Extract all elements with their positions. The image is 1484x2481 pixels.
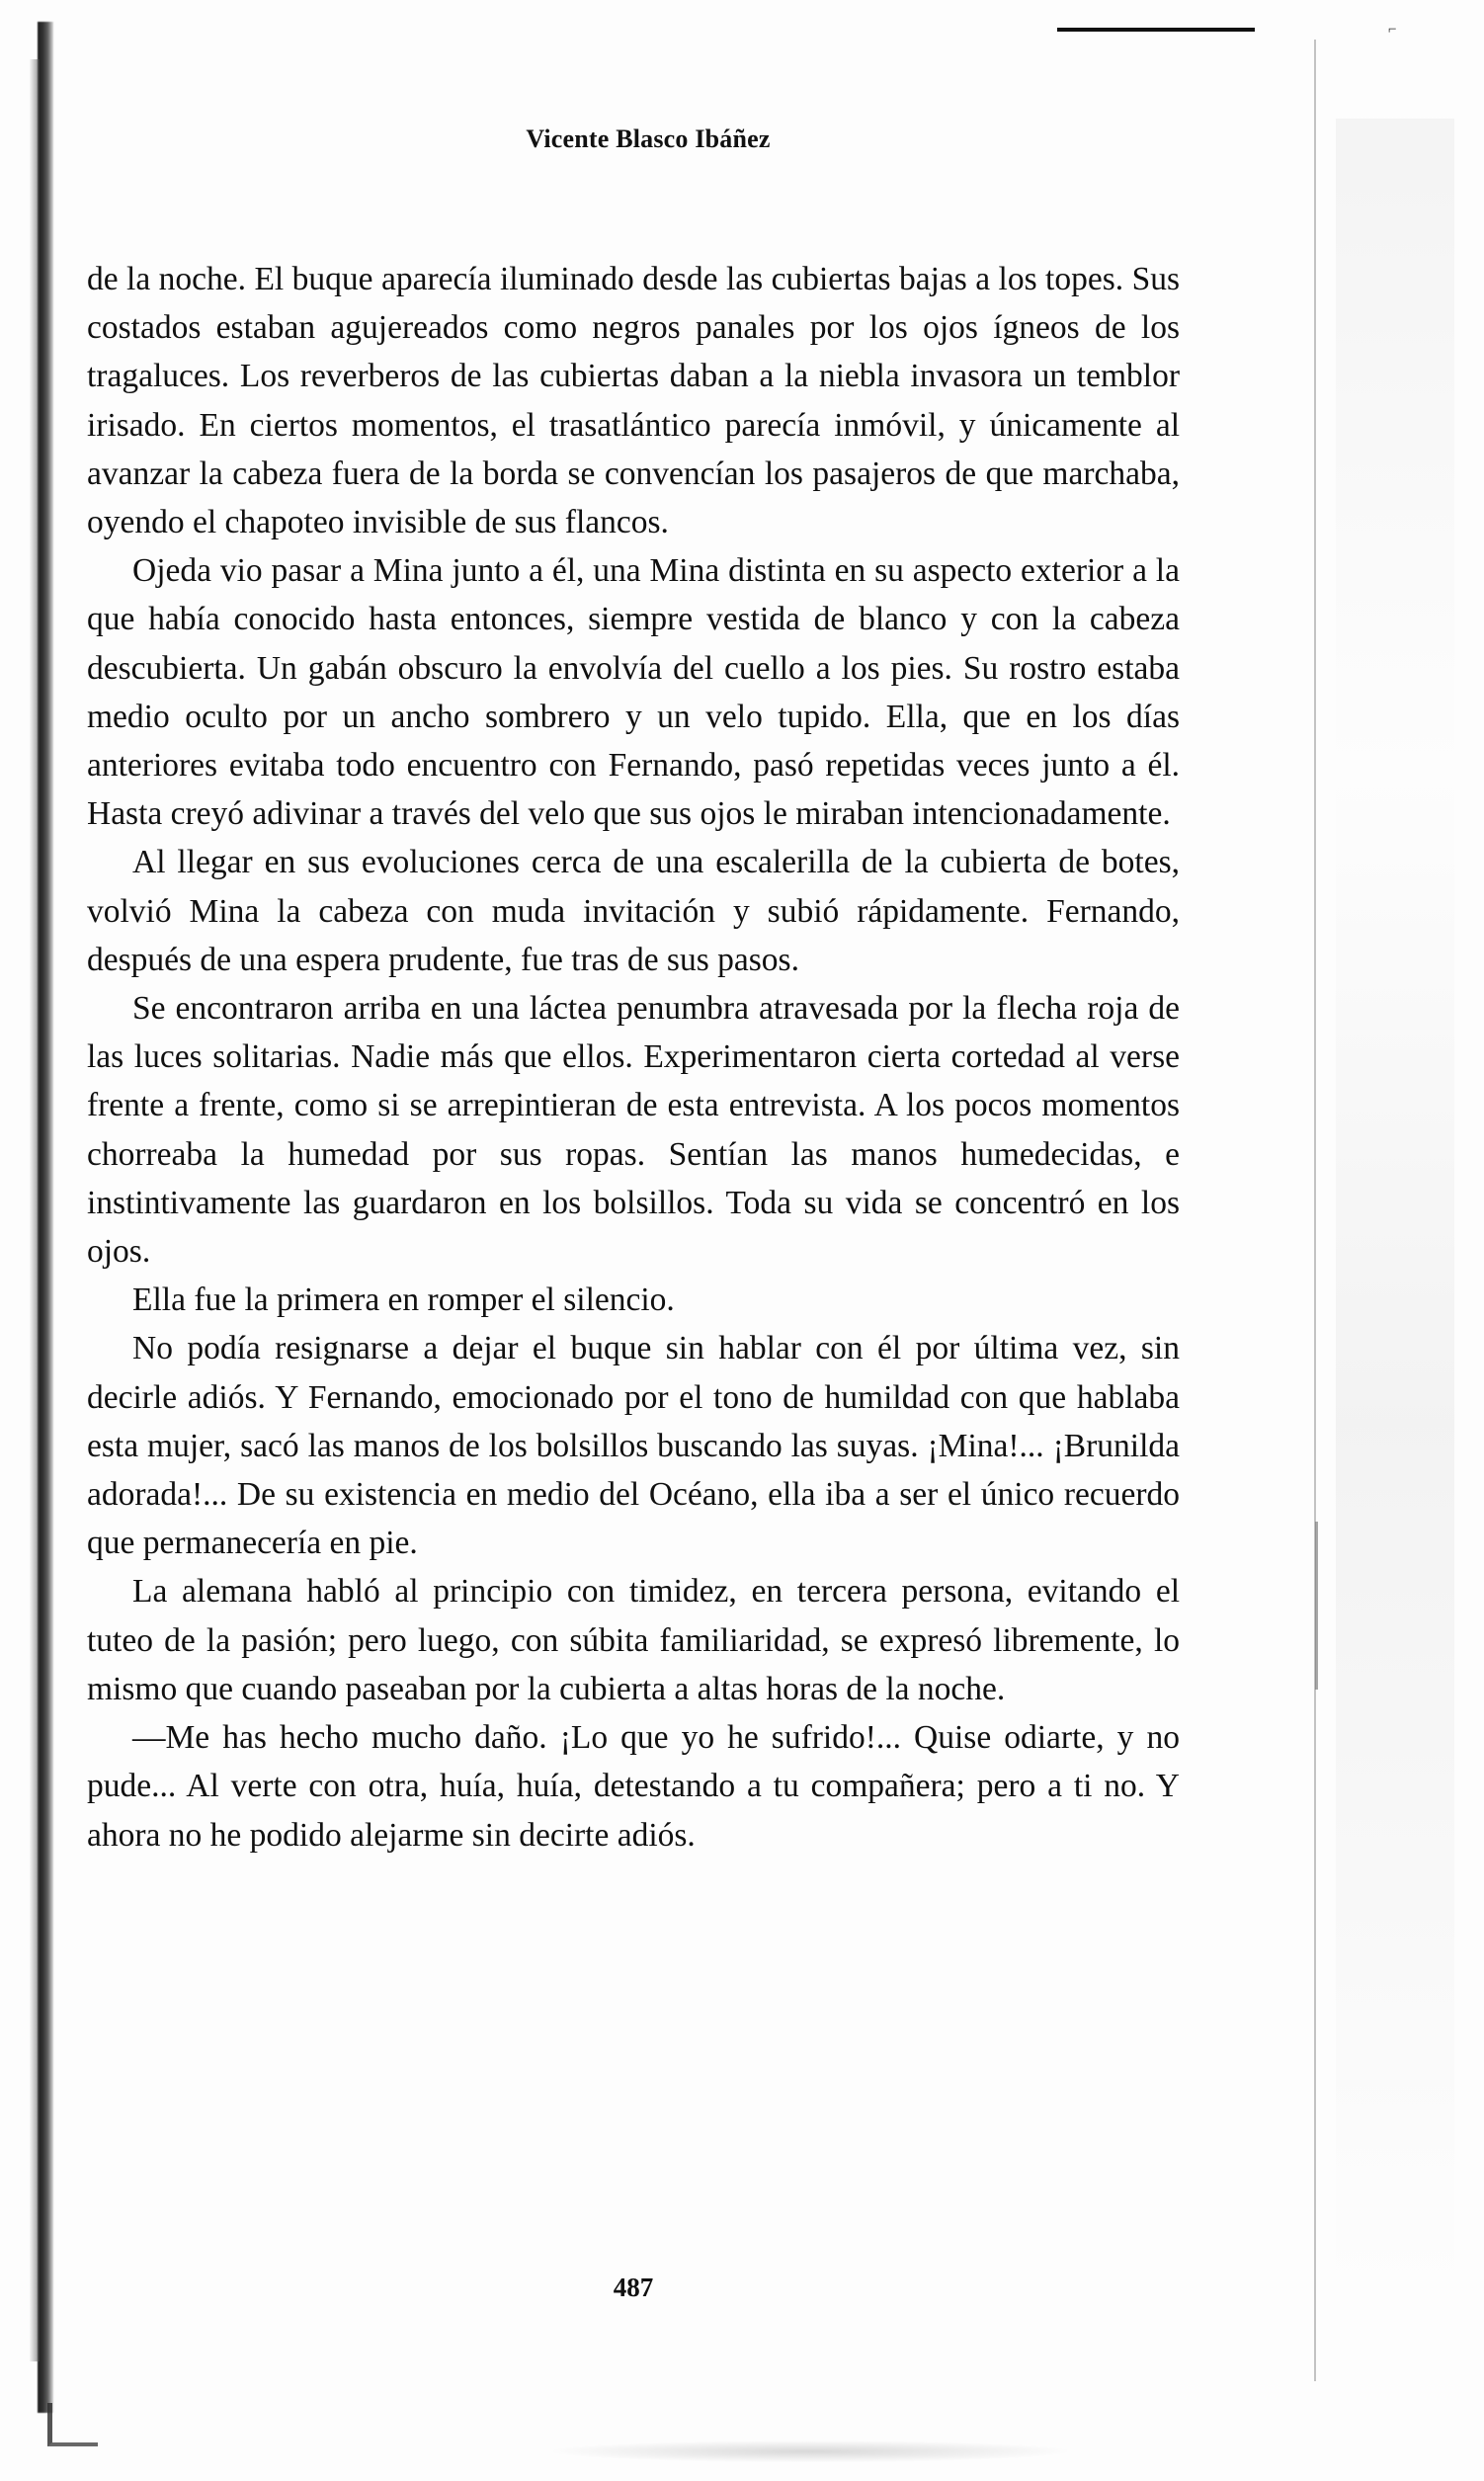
paragraph: Se encontraron arriba en una láctea penumbra atravesada por la flecha roja de las luces solitarias. Nadie más que ellos. Experimentaron cierta cortedad al verse frente a frente, como si se arrepintieran de esta entrevista. A los pocos momentos chorreaba la humedad por sus ropas. Sentían las manos humedecidas, e instintivamente las guardaron en los bolsillos. Toda su vida se concentró en los ojos. — [87, 990, 1180, 1271]
paragraph: Al llegar en sus evoluciones cerca de una escalerilla de la cubierta de botes, volvió Mina la cabeza con muda invitación y subió rápidamente. Fernando, después de una espera prudente, fue tras de sus pasos. — [87, 844, 1180, 978]
running-head-author: Vicente Blasco Ibáñez — [526, 124, 771, 153]
paragraph: La alemana habló al principio con timidez, en tercera persona, evitando el tuteo de la pasión; pero luego, con súbita familiaridad, se expresó libremente, lo mismo que cuando paseaban por la cubierta a altas horas de la noche. — [87, 1573, 1180, 1707]
top-trim-tick: ⌐ — [1388, 22, 1397, 38]
paragraph: No podía resignarse a dejar el buque sin hablar con él por última vez, sin decirle adiós. Y Fernando, emocionado por el tono de humildad con que hablaba esta mujer, sacó las manos de los bolsillos buscando las suyas. ¡Mina!... ¡Brunilda adorada!... De su existencia en medio del Océano, ella iba a ser el único recuerdo que permanecería en pie. — [87, 1330, 1180, 1562]
paragraph: —Me has hecho mucho daño. ¡Lo que yo he sufrido!... Quise odiarte, y no pude... Al verte con otra, huía, huía, detestando a tu compañera; pero a ti no. Y ahora no he podido alejarme sin decirte adiós. — [87, 1719, 1180, 1854]
paragraph: Ojeda vio pasar a Mina junto a él, una Mina distinta en su aspecto exterior a la que había conocido hasta entonces, siempre vestida de blanco y con la cabeza descubierta. Un gabán obscuro la envolvía del cuello a los pies. Su rostro estaba medio oculto por un ancho sombrero y un velo tupido. Ella, que en los días anteriores evitaba todo encuentro con Fernando, pasó repetidas veces junto a él. Hasta creyó adivinar a través del velo que sus ojos le miraban intencionadamente. — [87, 552, 1180, 833]
body-text-column — [87, 255, 1180, 1860]
paragraph: Ella fue la primera en romper el silencio. — [132, 1282, 675, 1319]
scan-smudge-right — [1336, 119, 1454, 2292]
paragraph: de la noche. El buque aparecía iluminado desde las cubiertas bajas a los topes. Sus costados estaban agujereados como negros panales por los ojos ígneos de los tragaluces. Los reverberos de las cubiertas daban a la niebla invasora un temblor irisado. En ciertos momentos, el trasatlántico parecía inmóvil, y únicamente al avanzar la cabeza fuera de la borda se convencían los pasajeros de que marchaba, oyendo el chapoteo invisible de sus flancos. — [87, 261, 1180, 541]
page-number: 487 — [613, 2273, 654, 2302]
page-content — [87, 0, 1209, 2481]
scan-gutter-shadow — [38, 22, 53, 2413]
scan-edge-line-dark — [1315, 1522, 1318, 1690]
scan-gutter-shadow-secondary — [30, 59, 40, 2361]
scan-edge-line — [1314, 40, 1316, 2381]
